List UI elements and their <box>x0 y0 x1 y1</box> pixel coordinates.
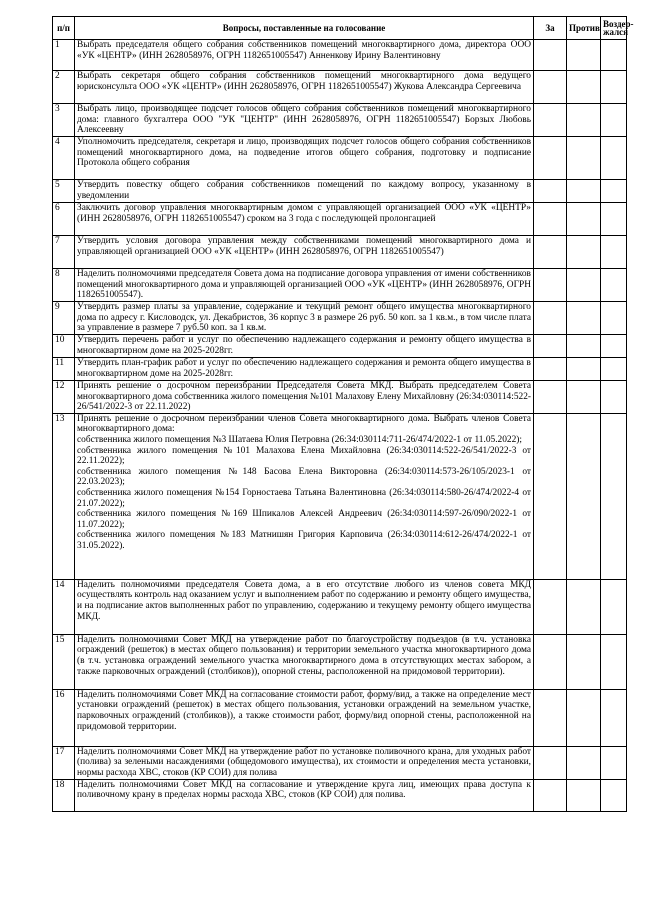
row-number: 16 <box>53 689 75 746</box>
vote-for-cell[interactable] <box>534 579 567 634</box>
vote-against-cell[interactable] <box>567 746 601 779</box>
vote-against-cell[interactable] <box>567 203 601 236</box>
question-text: Выбрать секретаря общего собрания собственников помещений многоквартирного дома ведущего юрисконсульта ООО «УК «ЦЕНТР» (ИНН 2628058976, ОГРН 1182651005547) Жукова Александра Сергеевича <box>75 71 534 104</box>
vote-abstain-cell[interactable] <box>601 689 627 746</box>
vote-against-cell[interactable] <box>567 104 601 137</box>
row-number: 5 <box>53 180 75 203</box>
header-abstain-line1: Воздер- <box>603 19 634 29</box>
table-row <box>53 203 627 236</box>
header-question: Вопросы, поставленные на голосование <box>75 17 534 40</box>
vote-for-cell[interactable] <box>534 203 567 236</box>
question-text: Принять решение о досрочном переизбрании Председателя Совета МКД. Выбрать председателем Совета многоквартирного дома собственника жилого помещения №101 Малахову Елену Михайловну (26:34:030114:522-26/541/2022-3 от 22.11.2022) <box>75 381 534 414</box>
vote-against-cell[interactable] <box>567 381 601 414</box>
question-text: Выбрать председателя общего собрания собственников помещений многоквартирного дома, директора ООО «УК «ЦЕНТР» (ИНН 2628058976, ОГРН 1182651005547) Анненкову Ирину Валентиновну <box>75 40 534 71</box>
vote-for-cell[interactable] <box>534 381 567 414</box>
vote-abstain-cell[interactable] <box>601 579 627 634</box>
vote-for-cell[interactable] <box>534 71 567 104</box>
vote-against-cell[interactable] <box>567 40 601 71</box>
vote-abstain-cell[interactable] <box>601 335 627 358</box>
table-header-row <box>53 17 627 40</box>
vote-for-cell[interactable] <box>534 302 567 335</box>
row-number: 8 <box>53 269 75 302</box>
vote-against-cell[interactable] <box>567 71 601 104</box>
table-row <box>53 335 627 358</box>
row-number: 10 <box>53 335 75 358</box>
header-against: Против <box>567 17 601 40</box>
question-text: Уполномочить председателя, секретаря и лицо, производящих подсчет голосов общего собрания собственников помещений многоквартирного дома, на подведение итогов общего собрания, подготовку и подписание Протокола общего собрания <box>75 137 534 180</box>
header-abstain-line2: жался <box>603 27 629 37</box>
question-text <box>75 413 534 579</box>
vote-for-cell[interactable] <box>534 634 567 689</box>
table-row <box>53 302 627 335</box>
row-number: 14 <box>53 579 75 634</box>
vote-abstain-cell[interactable] <box>601 104 627 137</box>
table-row <box>53 381 627 414</box>
question-text: Выбрать лицо, производящее подсчет голосов общего собрания собственников помещений многоквартирного дома: главного бухгалтера ООО "УК "ЦЕНТР" (ИНН 2628058976, ОГРН 1182651005547) Борзых Любовь Алексеевну <box>75 104 534 137</box>
vote-against-cell[interactable] <box>567 269 601 302</box>
vote-against-cell[interactable] <box>567 302 601 335</box>
table-row <box>53 746 627 779</box>
row-number: 18 <box>53 779 75 811</box>
question-text: Заключить договор управления многоквартирным домом с управляющей организацией ООО «УК «ЦЕНТР» (ИНН 2628058976, ОГРН 1182651005547) сроком на 3 года с последующей пролонгацией <box>75 203 534 236</box>
question-text: Утвердить размер платы за управление, содержание и текущий ремонт общего имущества многоквартирного дома по адресу г. Кисловодск, ул. Декабристов, 36 корпус 3 в размере 26 руб. 50 коп. за 1 кв.м., в том числе плата за управление в размере 7 руб.50 коп. за 1 кв.м. <box>75 302 534 335</box>
vote-for-cell[interactable] <box>534 236 567 269</box>
header-abstain <box>601 17 634 40</box>
vote-abstain-cell[interactable] <box>601 180 627 203</box>
row-number: 13 <box>53 413 75 579</box>
question-line: собственника жилого помещения №154 Горностаева Татьяна Валентиновна (26:34:030114:580-26/474/2022-4 от 21.07.2022); <box>77 487 531 509</box>
question-text: Наделить полномочиями Совет МКД на согласование стоимости работ, форму/вид, а также на определение мест установки ограждений (решеток) в местах общего пользования, установки ограждений на земельном участке, парковочных ограждений (столбиков)), а также стоимости работ, форму/вид опорной стены, расположенной на придомовой территории. <box>75 689 534 746</box>
table-row <box>53 137 627 180</box>
row-number: 7 <box>53 236 75 269</box>
question-line: Принять решение о досрочном переизбрании членов Совета многоквартирного дома. Выбрать членов Совета многоквартирного дома: <box>77 413 531 435</box>
table-row <box>53 579 627 634</box>
vote-abstain-cell[interactable] <box>601 71 627 104</box>
header-for: За <box>534 17 567 40</box>
row-number: 9 <box>53 302 75 335</box>
vote-for-cell[interactable] <box>534 335 567 358</box>
vote-for-cell[interactable] <box>534 779 567 811</box>
voting-table <box>52 16 634 812</box>
question-line: собственника жилого помещения №169 Шпикалов Алексей Андреевич (26:34:030114:597-26/090/2022-1 от 11.07.2022); <box>77 509 531 530</box>
table-row <box>53 413 627 579</box>
row-number: 6 <box>53 203 75 236</box>
table-row <box>53 779 627 811</box>
vote-for-cell[interactable] <box>534 746 567 779</box>
vote-against-cell[interactable] <box>567 579 601 634</box>
table-row <box>53 71 627 104</box>
vote-against-cell[interactable] <box>567 413 601 579</box>
table-row <box>53 634 627 689</box>
question-text: Наделить полномочиями председателя Совета дома, а в его отсутствие любого из членов совета МКД осуществлять контроль над оказанием услуг и выполнением работ по содержанию и ремонту общего имущества, и на подписание актов выполненных работ по управлению, содержанию и текущему ремонту общего имущества МКД. <box>75 579 534 634</box>
row-number: 11 <box>53 358 75 381</box>
table-row <box>53 104 627 137</box>
question-line: собственника жилого помещения №148 Басова Елена Викторовна (26:34:030114:573-26/105/2023-1 от 22.03.2023); <box>77 466 531 488</box>
vote-abstain-cell[interactable] <box>601 779 627 811</box>
question-text: Наделить полномочиями Совет МКД на утверждение работ по благоустройству подъездов (в т.ч. установка ограждений (решеток) в местах общего пользования) и территории земельного участка многоквартирного дома (в т.ч. установка ограждений земельного участка многоквартирного дома в отсутствующих местах забором, а также парковочных ограждений (столбиков)), опорной стены, расположенной на придомовой территории). <box>75 634 534 689</box>
question-text: Наделить полномочиями председателя Совета дома на подписание договора управления от имени собственников помещений многоквартирного дома и управляющей организацией ООО «УК «ЦЕНТР» (ИНН 2628058976, ОГРН 1182651005547). <box>75 269 534 302</box>
vote-against-cell[interactable] <box>567 689 601 746</box>
vote-against-cell[interactable] <box>567 779 601 811</box>
table-row <box>53 236 627 269</box>
vote-for-cell[interactable] <box>534 40 567 71</box>
vote-for-cell[interactable] <box>534 689 567 746</box>
vote-against-cell[interactable] <box>567 180 601 203</box>
vote-for-cell[interactable] <box>534 358 567 381</box>
question-text: Утвердить условия договора управления между собственниками помещений многоквартирного дома и управляющей организацией ООО «УК «ЦЕНТР» (ИНН 2628058976, ОГРН 1182651005547) <box>75 236 534 269</box>
row-number: 1 <box>53 40 75 71</box>
vote-against-cell[interactable] <box>567 137 601 180</box>
table-row <box>53 358 627 381</box>
question-text: Утвердить план-график работ и услуг по обеспечению надлежащего содержания и ремонта общего имущества в многоквартирном доме на 2025-2028гг. <box>75 358 534 381</box>
vote-abstain-cell[interactable] <box>601 746 627 779</box>
table-row <box>53 689 627 746</box>
vote-for-cell[interactable] <box>534 180 567 203</box>
row-number: 2 <box>53 71 75 104</box>
vote-against-cell[interactable] <box>567 634 601 689</box>
vote-abstain-cell[interactable] <box>601 634 627 689</box>
table-row <box>53 40 627 71</box>
question-text: Утвердить повестку общего собрания собственников помещений по каждому вопросу, указанному в уведомлении <box>75 180 534 203</box>
vote-for-cell[interactable] <box>534 104 567 137</box>
header-num: п/п <box>53 17 75 40</box>
row-number: 4 <box>53 137 75 180</box>
vote-for-cell[interactable] <box>534 269 567 302</box>
vote-abstain-cell[interactable] <box>601 302 627 335</box>
vote-abstain-cell[interactable] <box>601 381 627 414</box>
vote-for-cell[interactable] <box>534 137 567 180</box>
vote-abstain-cell[interactable] <box>601 269 627 302</box>
vote-abstain-cell[interactable] <box>601 40 627 71</box>
vote-abstain-cell[interactable] <box>601 413 627 579</box>
table-row <box>53 269 627 302</box>
vote-for-cell[interactable] <box>534 413 567 579</box>
table-row <box>53 180 627 203</box>
vote-abstain-cell[interactable] <box>601 137 627 180</box>
vote-abstain-cell[interactable] <box>601 358 627 381</box>
question-text: Утвердить перечень работ и услуг по обеспечению надлежащего содержания и ремонту общего имущества в многоквартирном доме на 2025-2028гг. <box>75 335 534 358</box>
row-number: 3 <box>53 104 75 137</box>
vote-abstain-cell[interactable] <box>601 203 627 236</box>
question-text: Наделить полномочиями Совет МКД на согласование и утверждение круга лиц, имеющих права доступа к поливочному крану в пределах нормы расхода ХВС, стоков (КР СОИ) для полива. <box>75 779 534 811</box>
question-line: собственника жилого помещения №101 Малахова Елена Михайловна (26:34:030114:522-26/541/2022-3 от 22.11.2022); <box>77 445 531 467</box>
row-number: 12 <box>53 381 75 414</box>
question-line: собственника жилого помещения №183 Матнишян Григория Карповича (26:34:030114:612-26/474/2022-1 от 31.05.2022). <box>77 530 531 551</box>
vote-against-cell[interactable] <box>567 236 601 269</box>
vote-against-cell[interactable] <box>567 335 601 358</box>
question-line: собственника жилого помещения №3 Шатаева Юлия Петровна (26:34:030114:711-26/474/2022-1 от 11.05.2022); <box>77 434 523 445</box>
vote-against-cell[interactable] <box>567 358 601 381</box>
row-number: 15 <box>53 634 75 689</box>
question-text: Наделить полномочиями Совет МКД на утверждение работ по установке поливочного крана, для уходных работ (полива) за зелеными насаждениями (общедомового имущества), их стоимости и определения места установки, нормы расхода ХВС, стоков (КР СОИ) для полива <box>75 746 534 779</box>
row-number: 17 <box>53 746 75 779</box>
vote-abstain-cell[interactable] <box>601 236 627 269</box>
